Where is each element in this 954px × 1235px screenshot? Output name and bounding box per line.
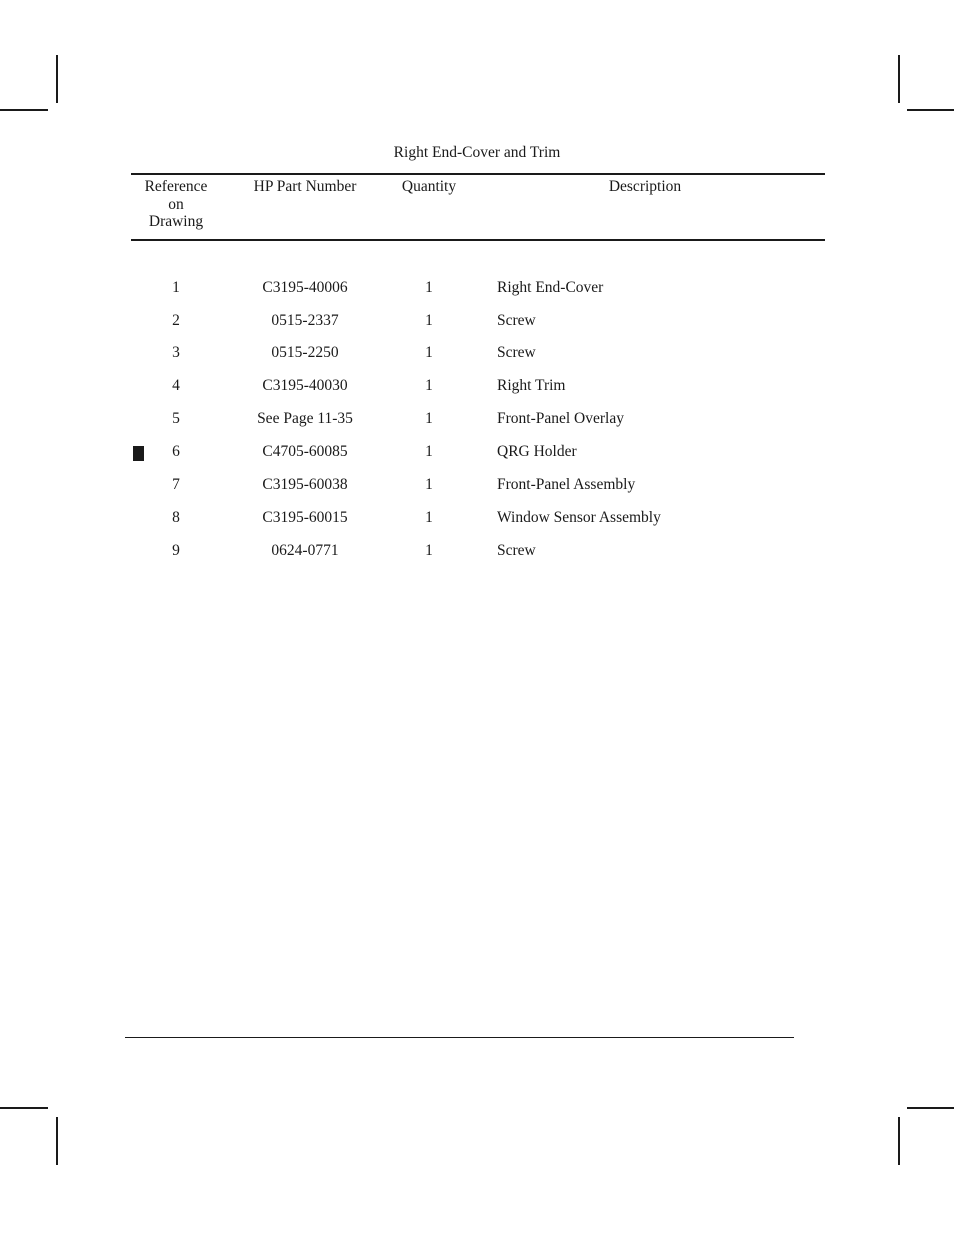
crop-mark-top-left-vertical (56, 55, 58, 103)
table-header-rule (131, 239, 825, 241)
row-quantity: 1 (425, 279, 433, 296)
row-quantity: 1 (425, 312, 433, 329)
row-reference: 1 (172, 279, 180, 296)
row-reference: 9 (172, 542, 180, 559)
row-reference: 5 (172, 410, 180, 427)
row-part-number: C3195-40030 (262, 377, 348, 394)
row-quantity: 1 (425, 476, 433, 493)
row-description: Right Trim (497, 377, 566, 394)
row-quantity: 1 (425, 344, 433, 361)
footer-rule (125, 1037, 794, 1038)
table-title: Right End-Cover and Trim (393, 144, 561, 161)
row-quantity: 1 (425, 377, 433, 394)
change-bar-marker (133, 446, 144, 461)
row-description: Screw (497, 542, 536, 559)
crop-mark-top-left-horizontal (0, 109, 48, 111)
row-part-number: C3195-40006 (262, 279, 348, 296)
row-part-number: C3195-60015 (262, 509, 348, 526)
row-quantity: 1 (425, 509, 433, 526)
crop-mark-top-right-vertical (898, 55, 900, 103)
row-part-number: C4705-60085 (262, 443, 348, 460)
row-part-number: C3195-60038 (262, 476, 348, 493)
row-quantity: 1 (425, 443, 433, 460)
row-description: QRG Holder (497, 443, 577, 460)
header-description: Description (608, 178, 682, 195)
row-reference: 8 (172, 509, 180, 526)
header-reference-line-2: on (168, 195, 184, 213)
row-part-number: 0515-2250 (271, 344, 339, 361)
row-part-number: See Page 11-35 (257, 410, 353, 427)
header-part-number: HP Part Number (253, 178, 357, 195)
row-description: Front-Panel Assembly (497, 476, 636, 493)
crop-mark-bottom-left-horizontal (0, 1107, 48, 1109)
row-reference: 3 (172, 344, 180, 361)
row-reference: 6 (172, 443, 180, 460)
row-reference: 2 (172, 312, 180, 329)
row-description: Screw (497, 344, 536, 361)
row-description: Screw (497, 312, 536, 329)
header-reference (131, 178, 221, 231)
crop-mark-bottom-left-vertical (56, 1117, 58, 1165)
row-part-number: 0515-2337 (271, 312, 339, 329)
crop-mark-top-right-horizontal (907, 109, 954, 111)
row-description: Right End-Cover (497, 279, 604, 296)
header-quantity: Quantity (401, 178, 457, 195)
row-description: Window Sensor Assembly (497, 509, 661, 526)
crop-mark-bottom-right-vertical (898, 1117, 900, 1165)
table-top-rule (131, 173, 825, 175)
header-reference-line-3: Drawing (148, 213, 204, 230)
row-quantity: 1 (425, 542, 433, 559)
row-description: Front-Panel Overlay (497, 410, 624, 427)
row-part-number: 0624-0771 (271, 542, 339, 559)
header-reference-line-1: Reference (144, 178, 208, 195)
row-reference: 4 (172, 377, 180, 394)
row-reference: 7 (172, 476, 180, 493)
row-quantity: 1 (425, 410, 433, 427)
crop-mark-bottom-right-horizontal (907, 1107, 954, 1109)
